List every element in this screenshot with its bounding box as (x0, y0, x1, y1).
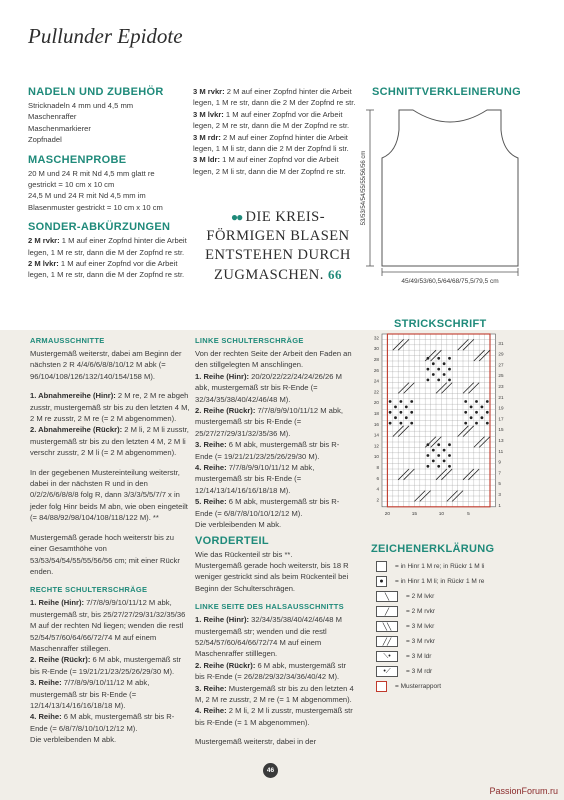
dot-mark (389, 411, 392, 414)
dot-mark (410, 422, 413, 425)
row-label: 15 (498, 427, 504, 433)
dot-mark (437, 443, 440, 446)
dot-mark (475, 411, 478, 414)
armholes-heading: ARMAUSSCHNITTE (30, 336, 105, 345)
abbrev-item: 2 M rvkr: 1 M auf einer Zopfnd hinter die Arbeit legen, 1 M re str, dann die M der Zopfnd re str. (28, 236, 187, 257)
dot-mark (410, 411, 413, 414)
legend-label: = 3 M ldr (406, 653, 432, 660)
dot-mark (443, 449, 446, 452)
legend-label: = Musterrapport (395, 683, 442, 690)
row-label: 7 (498, 470, 501, 476)
needles-line: Maschenraffer (28, 112, 77, 122)
row-label: 3 (498, 492, 501, 497)
column-label: 5 (467, 511, 470, 517)
row-label: 14 (373, 432, 379, 438)
dot-mark (486, 400, 489, 403)
row-label: 2 (376, 497, 379, 503)
dot-mark (464, 422, 467, 425)
abbrev-item: 3 M lvkr: 1 M auf einer Zopfnd vor die Arbeit legen, 2 M re str, dann die M der Zopfnd re str. (193, 109, 350, 131)
row-label: 11 (498, 448, 504, 454)
quote-close-icon: 66 (327, 267, 342, 282)
row-label: 13 (498, 438, 504, 443)
dot-mark (432, 362, 435, 365)
row-label: 6 (376, 475, 379, 481)
dot-mark (486, 411, 489, 414)
row-label: 8 (376, 465, 379, 470)
dot-mark (437, 357, 440, 360)
dot-mark (437, 368, 440, 371)
top-column-2 (193, 86, 361, 177)
paragraph: 1. Reihe (Hinr): 32/34/35/38/40/42/46/48 M mustergemäß str; wenden und die restl 52/54/57/60/64/66/72/74 M auf einem Maschenraffer stilllegen. (195, 615, 342, 659)
needles-list (28, 100, 188, 146)
chart-heading: STRICKSCHRIFT (394, 318, 487, 330)
row-label: 29 (498, 351, 504, 357)
gauge-list (28, 168, 188, 214)
row-label: 1 (498, 502, 501, 508)
row-label: 12 (373, 443, 379, 449)
paragraph: 1. Reihe (Hinr): 7/7/8/9/9/10/11/12 M abk, mustergemäß str, bis 25/27/27/29/31/32/35/36 M auf der rechten Nd liegen; wenden die restl 52/54/57/60/64/66/72/74 M auf einem Maschenraffer stillegen. (30, 598, 186, 653)
cable-2-left-icon: ╲ (376, 591, 398, 602)
dot-mark (448, 368, 451, 371)
gauge-line: 20 M und 24 R mit Nd 4,5 mm glatt re (28, 168, 155, 178)
paragraph: 5. Reihe: 6 M abk, mustergemäß str bis R-Ende (= 6/8/7/8/10/10/12/12 M). (195, 497, 340, 518)
top-column-1 (28, 86, 188, 281)
gauge-line: 24,5 M und 24 R mit Nd 4,5 mm im (28, 191, 146, 201)
column-label: 15 (411, 511, 418, 517)
dot-mark (448, 443, 451, 446)
dot-mark (394, 416, 397, 419)
left-shoulder-heading: LINKE SCHULTERSCHRÄGE (195, 336, 304, 345)
legend-item (376, 636, 435, 647)
width-label: 45/49/53/60,5/64/68/75,5/79,5 cm (401, 278, 499, 285)
front-heading: VORDERTEIL (195, 534, 269, 547)
row-label: 4 (376, 486, 379, 492)
legend-item (376, 576, 484, 587)
dot-mark (443, 373, 446, 376)
dot-mark (481, 406, 484, 409)
dot-mark (475, 422, 478, 425)
dot-mark (405, 406, 408, 409)
row-label: 17 (498, 416, 504, 422)
dot-mark (427, 454, 430, 457)
dot-mark (427, 379, 430, 382)
cross-3-left-icon: ⟍• (376, 651, 398, 662)
dot-mark (448, 357, 451, 360)
paragraph: 1. Abnahmereihe (Hinr): 2 M re, 2 M re abgeh zusstr, mustergemäß str bis zu den letzten 4 M, 2 M re zusstr, 2 M re (= 2 M abgenommen). (30, 391, 190, 424)
height-label: 53/53/54/54/55/55/56/56 cm (361, 150, 367, 226)
row-label: 10 (373, 454, 379, 460)
legend-label: = 2 M lvkr (406, 593, 435, 600)
row-label: 9 (498, 459, 501, 465)
dot-mark (437, 465, 440, 468)
legend-label: = 3 M rdr (406, 668, 433, 675)
repeat-box-icon (376, 681, 387, 692)
row-label: 21 (498, 394, 504, 400)
quote-open-icon: ●● (230, 210, 242, 224)
paragraph: 2. Reihe (Rückr): 6 M abk, mustergemäß str bis R-Ende (= 19/21/21/23/25/26/29/30 M). (30, 655, 182, 676)
abbrev-item: 3 M ldr: 1 M auf einer Zopfnd vor die Arbeit legen, 2 M li str, dann die M der Zopfnd re str. (193, 155, 346, 176)
dot-mark (475, 400, 478, 403)
row-label: 28 (373, 357, 379, 362)
schematic-diagram (355, 100, 545, 290)
dot-mark (481, 416, 484, 419)
row-label: 25 (498, 373, 504, 379)
legend-item (376, 651, 431, 662)
dot-mark (432, 373, 435, 376)
paragraph: 1. Reihe (Hinr): 20/20/22/22/24/24/26/26 M abk, mustergemäß str bis R-Ende (= 32/34/35/38/40/42/46/48 M). (195, 371, 342, 404)
paragraph: 2. Reihe (Rückr): 7/7/8/9/9/10/11/12 M abk, mustergemäß str bis R-Ende (= 25/27/27/29/31/32/35/36 M). (195, 406, 344, 438)
dot-mark (443, 460, 446, 463)
row-label: 32 (373, 335, 379, 341)
row-label: 31 (498, 340, 504, 346)
cable-3-right-icon: ╱╱ (376, 636, 398, 647)
row-label: 30 (373, 346, 379, 352)
dot-mark (486, 422, 489, 425)
paragraph: 4. Reihe: 6 M abk, mustergemäß str bis R-Ende (= 6/8/7/8/10/10/12/12 M). (30, 712, 175, 733)
dot-mark (470, 416, 473, 419)
paragraph: Mustergemäß weiterstr, dabei am Beginn der nächsten 2 R 4/4/6/6/8/8/10/12 M abk (= 96/104/108/126/132/140/154/158 M). (30, 349, 182, 381)
row-label: 24 (373, 378, 379, 384)
cross-3-right-icon: •⟋ (376, 666, 398, 677)
row-label: 22 (373, 389, 379, 395)
page-title: Pullunder Epidote (28, 24, 183, 48)
row-label: 26 (373, 367, 379, 373)
dot-mark (389, 400, 392, 403)
dot-mark (389, 422, 392, 425)
purl-dot-icon: ● (376, 576, 387, 587)
abbrev-item: 3 M rdr: 2 M auf einer Zopfnd hinter die Arbeit legen, 1 M li str, dann die 2 M der Zopfnd li str. (193, 132, 349, 154)
row-label: 27 (498, 362, 504, 368)
knitting-chart (364, 330, 514, 530)
gauge-heading: MASCHENPROBE (28, 153, 127, 166)
legend-label: = in Hinr 1 M li; in Rückr 1 M re (395, 578, 485, 585)
legend-item (376, 681, 441, 692)
bottom-column-2 (195, 336, 357, 748)
row-label: 23 (498, 384, 504, 389)
paragraph: Mustergemäß gerade hoch weiterstr, bis 18 R weniger gestrickt sind als beim Rückenteil bei Beginn der Schulterschrägen. (195, 560, 349, 593)
dot-mark (464, 400, 467, 403)
paragraph: 2. Reihe (Rückr): 6 M abk, mustergemäß str bis R-Ende (= 26/28/29/32/34/36/40/42 M). (195, 660, 347, 682)
dot-mark (432, 460, 435, 463)
gauge-line: gestrickt = 10 cm x 10 cm (28, 180, 115, 190)
pull-quote: ●● DIE KREIS- FÖRMIGEN BLASEN ENTSTEHEN DURCH ZUGMASCHEN. 66 (205, 209, 351, 283)
watermark: PassionForum.ru (489, 786, 558, 796)
legend-item (376, 666, 432, 677)
dot-mark (448, 379, 451, 382)
row-label: 19 (498, 405, 504, 411)
dot-mark (405, 416, 408, 419)
row-label: 5 (498, 481, 501, 487)
needles-line: Zopfnadel (28, 135, 62, 145)
legend-label: = 3 M lvkr (406, 623, 435, 630)
neck-heading: LINKE SEITE DES HALSAUSSCHNITTS (195, 602, 344, 612)
abbrev-item: 3 M rvkr: 2 M auf einer Zopfnd hinter die Arbeit legen, 1 M re str, dann die 2 M der Zopfnd re str. (193, 87, 356, 108)
paragraph: 4. Reihe: 2 M li, 2 M li zusstr, mustergemäß str bis R-Ende (= 1 M abgenommen). (195, 706, 353, 727)
row-label: 18 (373, 411, 379, 416)
paragraph: Mustergemäß gerade hoch weiterstr bis zu einer Gesamthöhe von 53/53/54/54/55/55/56/56 cm; mit einer Rückr enden. (30, 532, 180, 576)
legend-item (376, 621, 434, 632)
row-label: 20 (373, 400, 379, 406)
garment-outline (382, 110, 518, 266)
paragraph: In der gegebenen Mustereinteilung weiterstr, dabei in der nächsten R und in den 0/2/2/6/6/8/8/8 folg R, dann 3/3/3/5/5/7/7 x in jeder folg Hinr beids M abn, wie oben eingeteilt (= 84/88/92/98/104/108/118/122 M). ** (30, 467, 188, 523)
paragraph: Wie das Rückenteil str bis **. (195, 549, 293, 559)
dot-mark (410, 400, 413, 403)
needles-heading: NADELN UND ZUBEHÖR (28, 86, 164, 98)
legend-item (376, 606, 435, 617)
dot-mark (400, 400, 403, 403)
column-label: 10 (438, 511, 445, 517)
needles-line: Stricknadeln 4 mm und 4,5 mm (28, 101, 134, 110)
dot-mark (432, 449, 435, 452)
cable-3-left-icon: ╲╲ (376, 621, 398, 632)
column-label: 20 (384, 511, 391, 517)
paragraph: Die verbleibenden M abk. (195, 520, 282, 530)
paragraph: 3. Reihe: 6 M abk, mustergemäß str bis R-Ende (= 19/21/21/23/25/26/29/30 M). (195, 440, 340, 461)
dot-mark (394, 406, 397, 409)
dot-mark (427, 465, 430, 468)
paragraph: Von der rechten Seite der Arbeit den Faden an den stillgelegten M anschlingen. (195, 349, 352, 370)
paragraph: 4. Reihe: 7/7/8/9/9/10/11/12 M abk, mustergemäß str bis R-Ende (= 12/14/13/14/16/16/18/18 M). (195, 463, 315, 495)
dot-mark (400, 422, 403, 425)
cable-2-right-icon: ╱ (376, 606, 398, 617)
dot-mark (470, 406, 473, 409)
legend-item (376, 591, 434, 602)
paragraph: 3. Reihe: Mustergemäß str bis zu den letzten 4 M, 2 M re zusstr, 2 M re (= 1 M abgenommen). (195, 683, 354, 704)
page-number: 46 (263, 763, 278, 778)
legend-label: = 2 M rvkr (406, 608, 436, 615)
schematic-heading: SCHNITTVERKLEINERUNG (372, 86, 522, 98)
paragraph: 3. Reihe: 7/7/8/9/9/10/11/12 M abk, mustergemäß str bis R-Ende (= 12/14/13/14/16/16/18/18 M). (30, 678, 150, 710)
needles-line: Maschenmarkierer (28, 123, 91, 133)
knit-symbol (376, 561, 387, 572)
dot-mark (427, 368, 430, 371)
legend-item (376, 561, 484, 572)
dot-mark (464, 411, 467, 414)
dot-mark (437, 454, 440, 457)
paragraph: 2. Abnahmereihe (Rückr): 2 M li, 2 M li zusstr, mustergemäß str bis zu den letzten 4 M, 2 M li verschr zusstr, 2 M li (= 2 M abgenommen). (30, 425, 189, 458)
abbrev-item: 2 M lvkr: 1 M auf einer Zopfnd vor die Arbeit legen, 1 M re str, dann die M der Zopfnd re str. (28, 259, 185, 280)
gauge-line: Blasenmuster gestrickt = 10 cm x 10 cm (28, 202, 163, 212)
dot-mark (400, 411, 403, 414)
paragraph: Die verbleibenden M abk. (30, 735, 117, 745)
dot-mark (448, 454, 451, 457)
paragraph: Mustergemäß weiterstr, dabei in der (195, 737, 317, 747)
bottom-column-1 (30, 336, 190, 746)
dot-mark (443, 362, 446, 365)
dot-mark (437, 379, 440, 382)
row-label: 16 (373, 421, 379, 427)
abbrev-heading: SONDER-ABKÜRZUNGEN (28, 221, 171, 234)
legend-heading: ZEICHENERKLÄRUNG (371, 543, 495, 555)
legend-label: = 3 M rvkr (406, 638, 436, 645)
right-shoulder-heading: RECHTE SCHULTERSCHRÄGE (30, 585, 148, 595)
legend-label: = in Hinr 1 M re; in Rückr 1 M li (395, 563, 485, 570)
dot-mark (448, 465, 451, 468)
